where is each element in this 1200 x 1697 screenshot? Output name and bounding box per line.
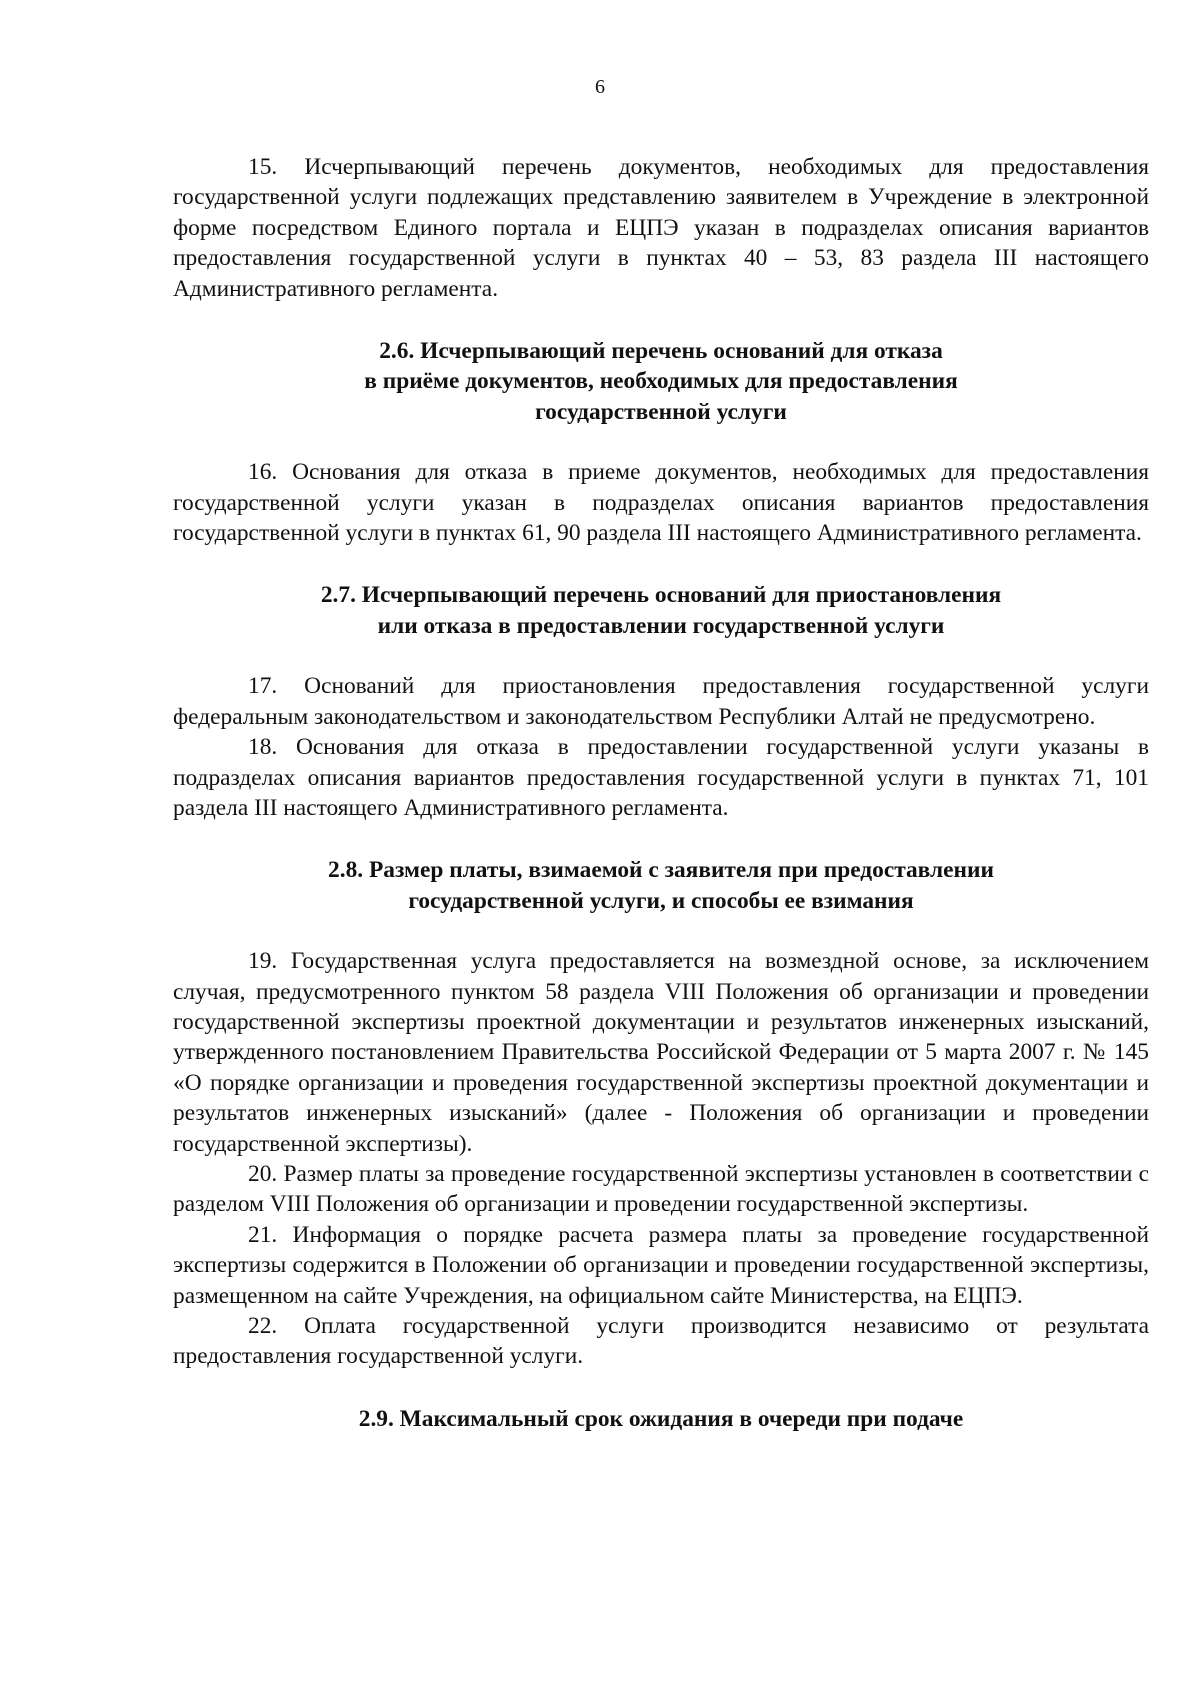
paragraph-22: 22. Оплата государственной услуги производится независимо от результата предоставления государственной услуги. bbox=[173, 1313, 1149, 1370]
paragraph-21: 21. Информация о порядке расчета размера платы за проведение государственной экспертизы содержится в Положении об организации и проведении государственной экспертизы, размещенном на сайте Учреждения, на официальном сайте Министерства, на ЕЦПЭ. bbox=[173, 1221, 1149, 1309]
heading-2-7 bbox=[173, 580, 1149, 641]
heading-2-6-line-1: 2.6. Исчерпывающий перечень оснований для отказа bbox=[379, 338, 943, 365]
page-number: 6 bbox=[595, 76, 605, 98]
paragraph-19: 19. Государственная услуга предоставляется на возмездной основе, за исключением случая, предусмотренного пунктом 58 раздела VIII Положения об организации и проведении государственной экспертизы проектной документации и результатов инженерных изысканий, утвержденного постановлением Правительства Российской Федерации от 5 марта 2007 г. № 145 «О порядке организации и проведения государственной экспертизы проектной документации и результатов инженерных изысканий» (далее - Положения об организации и проведении государственной экспертизы). bbox=[173, 948, 1149, 1157]
heading-2-7-line-1: 2.7. Исчерпывающий перечень оснований для приостановления bbox=[320, 582, 1002, 609]
paragraph-15: 15. Исчерпывающий перечень документов, необходимых для предоставления государственной услуги подлежащих представлению заявителем в Учреждение в электронной форме посредством Единого портала и ЕЦПЭ указан в подразделах описания вариантов предоставления государственной услуги в пунктах 40 – 53, 83 раздела III настоящего Административного регламента. bbox=[173, 154, 1149, 302]
paragraph-20: 20. Размер платы за проведение государственной экспертизы установлен в соответствии с разделом VIII Положения об организации и проведении государственной экспертизы. bbox=[173, 1160, 1149, 1218]
paragraph-18: 18. Основания для отказа в предоставлении государственной услуги указаны в подразделах описания вариантов предоставления государственной услуги в пунктах 71, 101 раздела III настоящего Административного регламента. bbox=[173, 734, 1149, 821]
heading-2-9-line-1: 2.9. Максимальный срок ожидания в очереди при подаче bbox=[358, 1405, 964, 1432]
heading-2-6-line-2: в приёме документов, необходимых для предоставления bbox=[364, 368, 958, 395]
heading-2-7-line-2: или отказа в предоставлении государственной услуги bbox=[377, 612, 945, 639]
heading-2-8 bbox=[173, 855, 1149, 916]
heading-2-6 bbox=[173, 336, 1149, 427]
heading-2-8-line-1: 2.8. Размер платы, взимаемой с заявителя при предоставлении bbox=[328, 857, 994, 884]
page-content bbox=[173, 152, 1149, 1434]
heading-2-8-line-2: государственной услуги, и способы ее взимания bbox=[408, 887, 914, 914]
paragraph-17: 17. Оснований для приостановления предоставления государственной услуги федеральным законодательством и законодательством Республики Алтай не предусмотрено. bbox=[173, 673, 1149, 730]
paragraph-16: 16. Основания для отказа в приеме документов, необходимых для предоставления государственной услуги указан в подразделах описания вариантов предоставления государственной услуги в пунктах 61, 90 раздела III настоящего Административного регламента. bbox=[173, 459, 1149, 547]
heading-2-9 bbox=[173, 1404, 1149, 1434]
heading-2-6-line-3: государственной услуги bbox=[535, 398, 787, 425]
